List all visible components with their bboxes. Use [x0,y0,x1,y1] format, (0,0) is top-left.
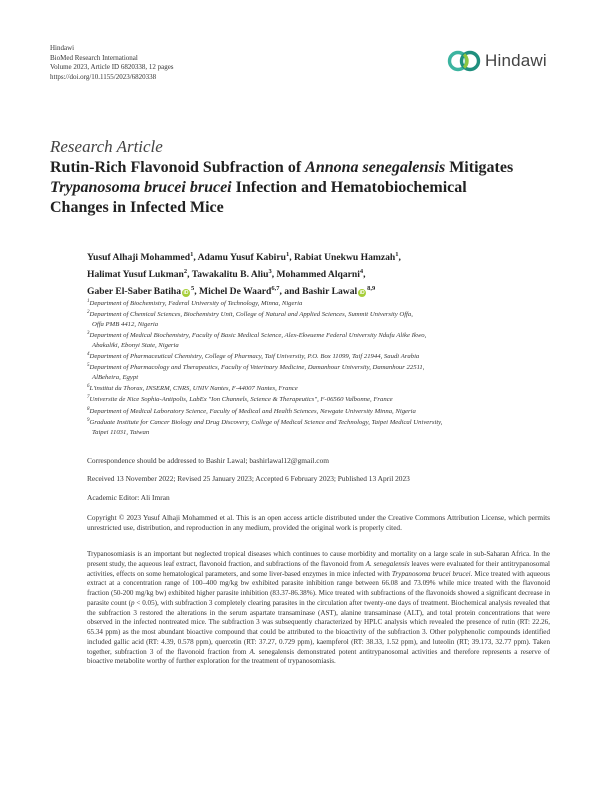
academic-editor: Academic Editor: Ali Imran [87,493,170,502]
author-name: Halimat Yusuf Lukman [87,269,184,281]
author-affil: 8,9 [367,285,376,293]
title-italic: Trypanosoma brucei brucei [50,179,232,196]
affiliation-item [87,308,547,329]
affiliation-list [87,297,547,437]
author-name: Tawakalitu B. Aliu [191,269,269,281]
affiliation-item [87,416,547,437]
author-name: Gaber El-Saber Batiha [87,286,181,298]
affiliation-text: Department of Pharmacology and Therapeutics, Faculty of Veterinary Medicine, Damanhour University, Damanhour 22511, [89,364,425,372]
hindawi-logo-icon [447,48,481,74]
author-list: Yusuf Alhaji Mohammed$^1$, Adamu Yusuf Kabiru$^1$, Rabiat Unekwu Hamzah$^1$, Halimat Yusuf Lukman$^2$, Tawakalitu B. Aliu$^3$, Mohammed Alqarni$^4$, Gaber El-Saber Batiha $iD^5$, Michel De Waard$^{6,7}$, and Bashir Lawal iD$^{8,9}$ [87,251,401,298]
author-name: Rabiat Unekwu Hamzah [293,252,396,264]
abstract-text: leaves were evaluated for their antitrypanosomal activities, effects on some hematological parameters, and some liver-based enzymes in mice infected with [87,559,550,578]
correspondence-line: Correspondence should be addressed to Bashir Lawal; bashirlawal12@gmail.com [87,456,330,465]
title-italic: Annona senegalensis [305,159,446,176]
affiliation-number: 1 [87,299,90,304]
author-affil: 1 [395,251,399,258]
volume-line: Volume 2023, Article ID 6820338, 12 pages [50,63,174,71]
affiliation-number: 6 [87,383,90,389]
affiliation-item [87,405,547,416]
affiliation-continuation: Offa PMB 4412, Nigeria [92,320,159,328]
affiliation-number: 3 [87,331,90,337]
author-affil: 3 [268,268,272,276]
author-name: Bashir Lawal [302,286,358,298]
affiliation-item [87,329,547,350]
affiliation-item [87,393,547,404]
author-affil: 6,7 [271,285,280,293]
affiliation-item [87,361,547,382]
abstract-text: senegalensis demonstrated potent antitrypanosomal activities and therefore represents a reserve of bioactive metabolite worthy of further exploration for the treatment of trypanosomiasis. [87,647,550,666]
author-name: Mohammed Alqarni [276,269,360,281]
abstract-text: < 0.05), with subfraction 3 completely clearing parasites in the circulation after twenty-one days of treatment. Biochemical analysis revealed that the subfraction 3 restored the alterations in the serum aspartate transaminase (AST), alanine transaminase (ALT), and total protein concentrations that were observed in the infected nontreated mice. The subfraction 3 was subsequently characterized by HPLC analysis which revealed the presence of rutin (RT: 22.26, 65.34 ppm) as the most abundant bioactive compound that could be attributed to the bioactivity of the subfraction 3. Other polyphenolic compounds identified included gallic acid (RT: 4.39, 0.578 ppm), quercetin (RT: 37.27, 0.729 ppm), kaempferol (RT: 38.33, 1.52 ppm), and luteolin (RT; 39.173, 32.77 ppm). Taken together, subfraction 3 of the flavonoid fraction from [87,598,550,656]
logo-wordmark: Hindawi [485,51,547,70]
orcid-icon[interactable]: iD [359,289,365,296]
author-affil: 4 [359,268,364,276]
author-affil: 5 [191,285,195,293]
article-type-label: Research Article [50,137,163,156]
author-affil: 1 [285,251,290,258]
affiliation-item [87,382,547,393]
affiliation-item [87,297,547,308]
affiliation-item [87,350,547,361]
abstract-text: . Mice treated with aqueous extract at a concentration range of 100–400 mg/kg bw exhibited parasite inhibition range between 66.08 and 73.09% while mice treated with the flavonoid fraction (50-200 mg/kg bw) exhibited higher parasite inhibition (83.37-86.38%). Mice treated with subfractions of the flavonoids showed a significant decrease in parasite count ( [87,569,550,607]
affiliation-continuation: Abakaliki, Ebonyi State, Nigeria [92,341,179,349]
abstract-italic: Trypanosoma brucei brucei [391,569,471,578]
copyright-notice: Copyright © 2023 Yusuf Alhaji Mohammed et al. This is an open access article distributed under the Creative Commons Attribution License, which permits unrestricted use, distribution, and reproduction in any medium, provided the original work is properly cited. [87,513,550,532]
publisher-name: Hindawi [50,44,75,52]
title-part: Infection and Hematobiochemical Changes in Infected Mice [50,179,467,216]
affiliation-continuation: AlBeheira, Egypt [92,373,139,381]
title-part: Rutin-Rich Flavonoid Subfraction of [50,159,306,176]
affiliation-number: 5 [87,363,90,369]
author-affil: 2 [183,268,188,276]
affiliation-text: Department of Medical Biochemistry, Faculty of Basic Medical Science, Alex-Ekwueme Federal University Ndufu Alike Ikwo, [89,332,427,340]
affiliation-text: L'institut du Thorax, INSERM, CNRS, UNIV Nantes, F-44007 Nantes, France [89,385,298,393]
affiliation-text: Graduate Institute for Cancer Biology and Drug Discovery, College of Medical Science and Technology, Taipei Medical University, [89,419,443,427]
affiliation-text: Universite de Nice Sophia-Antipolis, LabEx "Ion Channels, Science & Therapeutics", F-06560 Valbonne, France [89,396,393,404]
affiliation-number: 4 [87,351,90,357]
doi-link[interactable]: https://doi.org/10.1155/2023/6820338 [50,72,157,81]
abstract-italic: A. senegalensis [365,559,410,568]
title-part: Mitigates [445,159,514,176]
abstract-text: Trypanosomiasis is an important but neglected tropical diseases which continues to cause morbidity and mortality on a large scale in sub-Saharan Africa. In the present study, the aqueous leaf extract, flavonoid fraction, and subfractions of the flavonoid from [87,550,550,568]
orcid-icon[interactable]: iD [183,289,189,296]
abstract-italic: A. [249,647,256,656]
article-title [50,158,520,218]
author-affil: 1 [190,251,194,258]
affiliation-text: Department of Biochemistry, Federal University of Technology, Minna, Nigeria [89,300,303,308]
journal-name: BioMed Research International [50,53,138,62]
affiliation-text: Department of Chemical Sciences, Biochemistry Unit, College of Natural and Applied Sciences, Summit University Offa, [89,311,413,319]
hindawi-logo [447,48,547,74]
journal-header [50,44,174,82]
dates-line: Received 13 November 2022; Revised 25 January 2023; Accepted 6 February 2023; Published 13 April 2023 [87,474,410,483]
abstract-italic: p [130,598,135,607]
affiliation-number: 8 [87,406,90,412]
abstract [87,550,550,667]
affiliation-number: 7 [87,395,90,401]
affiliation-number: 9 [87,418,90,424]
affiliation-number: 2 [87,310,90,316]
affiliation-text: Department of Medical Laboratory Science, Faculty of Medical and Health Sciences, Newgate University Minna, Nigeria [89,407,416,415]
author-name: Adamu Yusuf Kabiru [197,252,286,264]
affiliation-continuation: Taipei 11031, Taiwan [92,428,150,436]
author-name: Michel De Waard [199,286,272,298]
affiliation-text: Department of Pharmaceutical Chemistry, College of Pharmacy, Taif University, P.O. Box 11099, Taif 21944, Saudi Arabia [89,352,420,360]
author-name: Yusuf Alhaji Mohammed [87,252,191,264]
